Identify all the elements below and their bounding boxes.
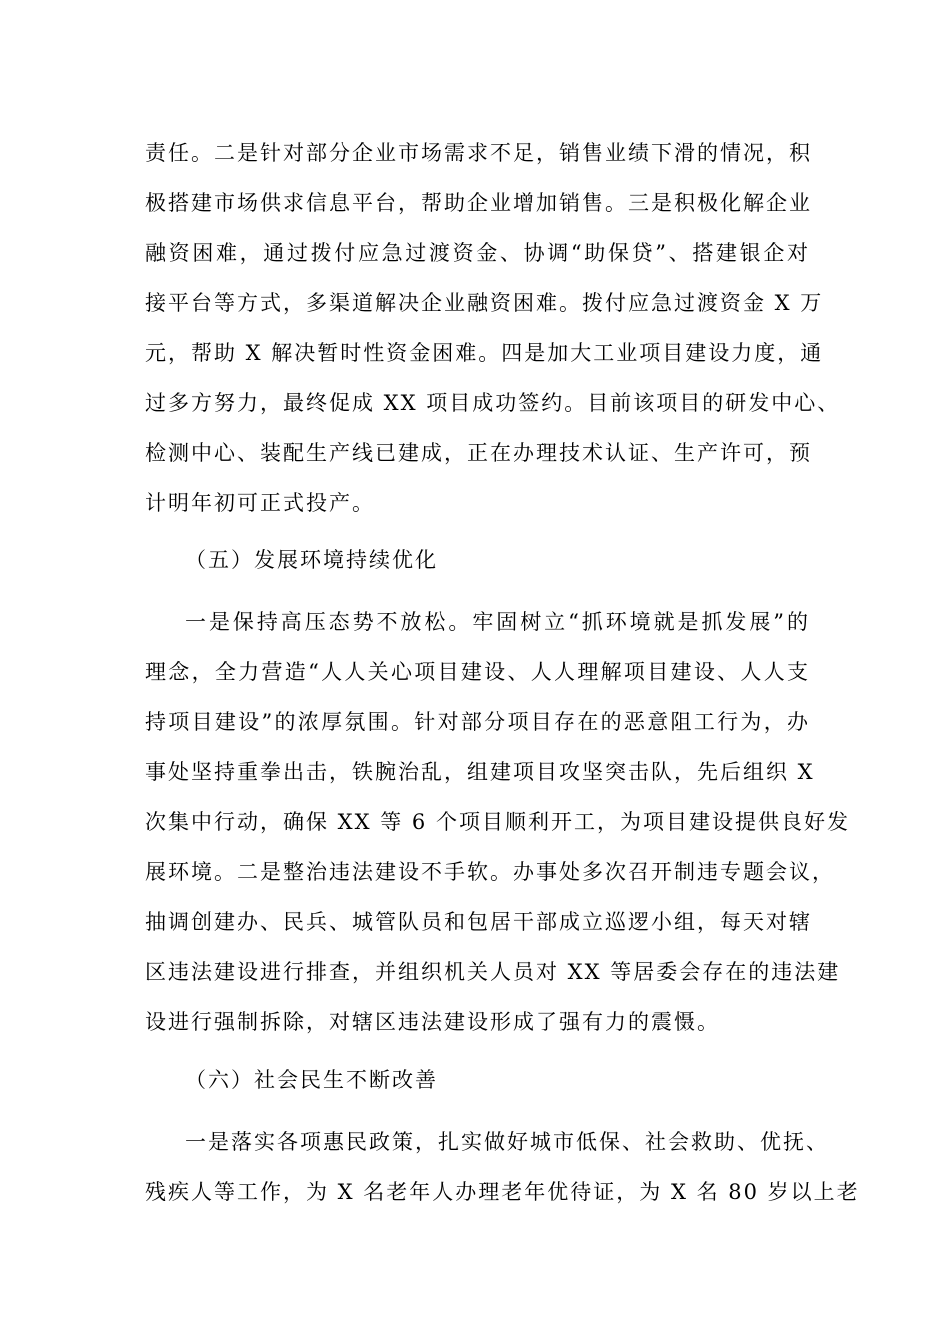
text-line: 过多方努力，最终促成 XX 项目成功签约。目前该项目的研发中心、 — [145, 391, 841, 415]
section-heading-5: （五）发展环境持续优化 — [185, 548, 438, 572]
text-line: 事处坚持重拳出击，铁腕治乱，组建项目攻坚突击队，先后组织 X — [145, 760, 815, 784]
text-line: 元，帮助 X 解决暂时性资金困难。四是加大工业项目建设力度，通 — [145, 341, 824, 365]
text-line: 区违法建设进行排查，并组织机关人员对 XX 等居委会存在的违法建 — [145, 960, 841, 984]
text-line: 融资困难，通过拨付应急过渡资金、协调“助保贷”、搭建银企对 — [145, 241, 810, 265]
text-line: 持项目建设”的浓厚氛围。针对部分项目存在的恶意阻工行为，办 — [145, 710, 810, 734]
text-line: 理念，全力营造“人人关心项目建设、人人理解项目建设、人人支 — [145, 660, 810, 684]
text-line: 极搭建市场供求信息平台，帮助企业增加销售。三是积极化解企业 — [145, 191, 812, 215]
text-line: 一是落实各项惠民政策，扎实做好城市低保、社会救助、优抚、 — [185, 1130, 829, 1154]
text-line: 检测中心、装配生产线已建成，正在办理技术认证、生产许可，预 — [145, 441, 812, 465]
paragraph-livelihood — [145, 1117, 860, 1217]
text-line: 责任。二是针对部分企业市场需求不足，销售业绩下滑的情况，积 — [145, 141, 812, 165]
text-line: 次集中行动，确保 XX 等 6 个项目顺利开工，为项目建设提供良好发 — [145, 810, 850, 834]
text-line: 计明年初可正式投产。 — [145, 491, 375, 515]
paragraph-environment — [145, 597, 850, 1047]
text-line: 残疾人等工作，为 X 名老年人办理老年优待证，为 X 名 80 岁以上老 — [145, 1180, 860, 1204]
text-line: 设进行强制拆除，对辖区违法建设形成了强有力的震慑。 — [145, 1010, 720, 1034]
text-line: 一是保持高压态势不放松。牢固树立“抓环境就是抓发展”的 — [185, 610, 810, 634]
text-line: 抽调创建办、民兵、城管队员和包居干部成立巡逻小组，每天对辖 — [145, 910, 812, 934]
text-line: 接平台等方式，多渠道解决企业融资困难。拨付应急过渡资金 X 万 — [145, 291, 824, 315]
paragraph-enterprise-support — [145, 128, 841, 528]
text-line: 展环境。二是整治违法建设不手软。办事处多次召开制违专题会议， — [145, 860, 835, 884]
section-heading-6: （六）社会民生不断改善 — [185, 1068, 438, 1092]
